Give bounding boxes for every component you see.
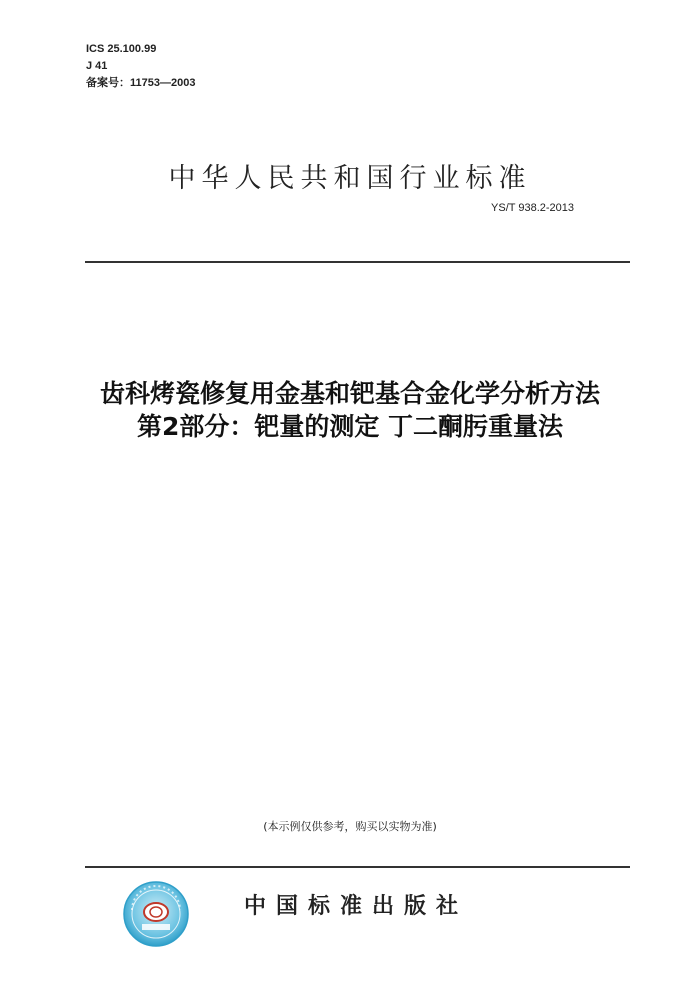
ics-code: ICS 25.100.99 [86,43,157,55]
disclaimer-note: (本示例仅供参考，购买以实物为准) [263,820,437,833]
document-title [0,377,700,443]
document-title-line-2: 第2部分：钯量的测定 丁二酮肟重量法 [136,412,564,441]
bottom-divider [85,866,630,868]
publisher-seal-icon [122,880,190,948]
document-title-line-1: 齿科烤瓷修复用金基和钯基合金化学分析方法 [99,379,600,408]
standard-code: YS/T 938.2-2013 [491,202,574,214]
standard-category: 中华人民共和国行业标准 [168,163,532,194]
publisher-name: 中国标准出版社 [244,894,469,919]
top-divider [85,261,630,263]
document-metadata [86,41,195,92]
filing-number: 备案号：11753—2003 [86,77,196,89]
classification-code: J 41 [86,60,108,72]
